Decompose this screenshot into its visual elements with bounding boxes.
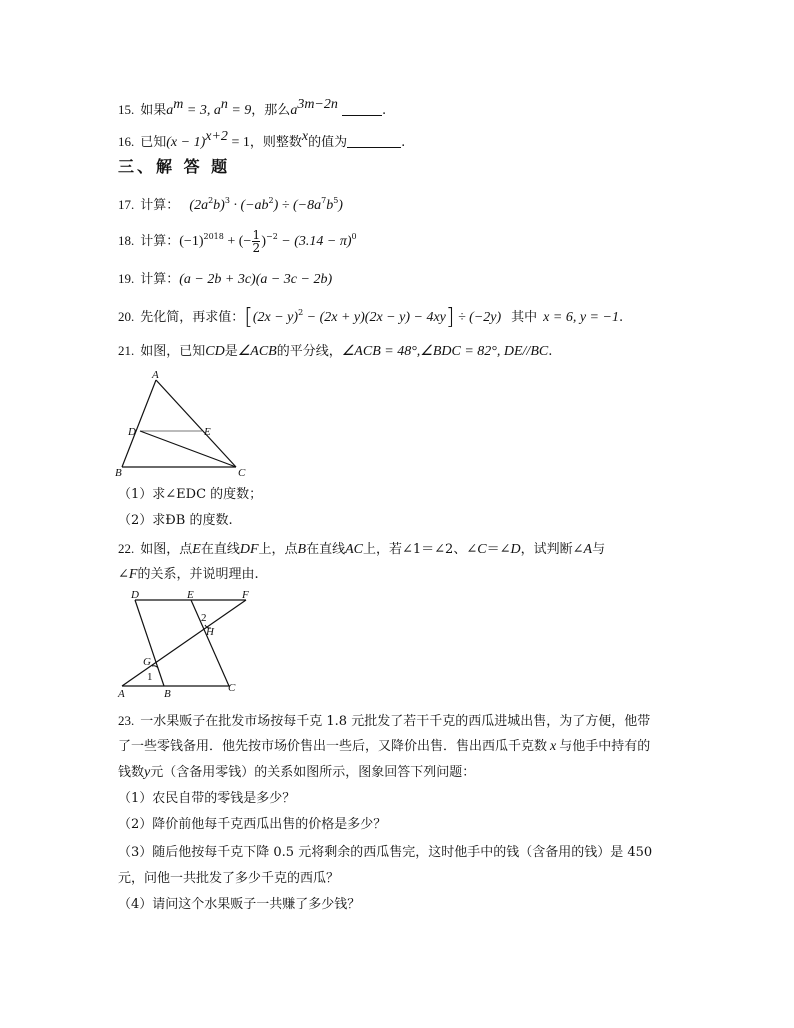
punctuation: .	[401, 135, 406, 150]
answer-blank[interactable]	[342, 103, 382, 116]
segment-label: CD	[205, 344, 225, 359]
var-x: x	[550, 739, 557, 754]
punctuation: .	[548, 344, 553, 359]
question-number: 17.	[118, 197, 135, 212]
figure-21-triangle	[112, 368, 262, 480]
section-heading: 三、解 答 题	[118, 157, 231, 176]
question-17	[118, 192, 343, 215]
question-number: 23.	[118, 713, 135, 728]
question-text: 的平分线，	[276, 344, 342, 359]
exponent: 7	[321, 196, 327, 205]
exponent: 5	[333, 196, 339, 205]
exponent: 3m−2n	[297, 97, 338, 112]
expression: )	[261, 234, 266, 249]
question-number: 18.	[118, 233, 135, 248]
question-text: 与他手中持有的	[559, 739, 651, 754]
angle-label: ∠ACB	[237, 344, 277, 359]
question-label: 计算：	[140, 234, 180, 249]
expression: (−1)	[179, 234, 204, 249]
exponent: 2	[298, 308, 304, 317]
fraction	[252, 229, 260, 254]
side-ab	[122, 380, 156, 467]
expression: (x − 1)	[166, 135, 206, 150]
vertex-a-label: A	[152, 369, 159, 381]
point-label: C	[477, 542, 487, 557]
var-a: a	[290, 103, 298, 118]
point-e-label: E	[187, 589, 194, 601]
point-b-label: B	[164, 688, 171, 700]
question-label: 计算：	[140, 198, 180, 213]
side-ac	[156, 380, 236, 467]
expression: · (−ab	[229, 198, 269, 213]
expression: b	[326, 198, 334, 213]
vertex-b-label: B	[115, 467, 122, 479]
exponent: n	[220, 97, 228, 112]
question-number: 19.	[118, 271, 135, 286]
question-text: ，试判断∠	[520, 542, 584, 557]
question-21	[118, 342, 552, 361]
question-text: 是	[224, 344, 238, 359]
question-21-part2: （2）求ÐB 的度数.	[118, 513, 233, 528]
point-label: A	[583, 542, 593, 557]
expression: b)	[213, 198, 225, 213]
equation: = 3, a	[183, 103, 221, 118]
expression: − (2x + y)(2x − y) − 4xy	[303, 310, 446, 325]
expression: ) ÷ (−8a	[273, 198, 322, 213]
expression: (a − 2b + 3c)(a − 3c − 2b)	[179, 272, 333, 287]
question-text: 与	[592, 542, 606, 557]
bracket-right: ]	[445, 305, 455, 330]
question-text: 在直线	[306, 542, 346, 557]
line-label: DF	[239, 542, 259, 557]
question-22	[118, 540, 605, 559]
vertex-e-label: E	[204, 426, 211, 438]
question-text: ，则整数	[249, 135, 302, 150]
question-text: 元（含备用零钱）的关系如图所示，图象回答下列问题：	[150, 765, 476, 780]
question-23-part1: （1）农民自带的零钱是多少？	[118, 791, 296, 806]
expression: (2x − y)	[252, 310, 299, 325]
given-values: x = 6, y = −1	[543, 310, 619, 325]
question-number: 21.	[118, 343, 135, 358]
question-23-part2: （2）降价前他每千克西瓜出售的价格是多少？	[118, 817, 387, 832]
equation: = 1	[227, 135, 250, 150]
vertex-d-label: D	[128, 426, 136, 438]
point-f-label: F	[242, 589, 249, 601]
question-text: 上，点	[258, 542, 298, 557]
question-16	[118, 128, 405, 152]
question-text: 了一些零钱备用．他先按市场价售出一些后，又降价出售．售出西瓜千克数	[118, 739, 548, 754]
expression: ÷ (−2y)	[454, 310, 502, 325]
exponent: m	[173, 97, 184, 112]
question-text: ＝∠	[486, 542, 511, 557]
point-a-label: A	[118, 688, 125, 700]
point-label: E	[192, 542, 201, 557]
question-18	[118, 228, 357, 254]
point-c-label: C	[228, 682, 236, 694]
point-label: B	[297, 542, 307, 557]
exponent: x+2	[205, 129, 228, 144]
expression: )	[338, 198, 343, 213]
question-22-line2	[118, 566, 259, 584]
question-text: 已知	[140, 135, 167, 150]
exponent: −2	[265, 232, 278, 241]
question-number: 20.	[118, 309, 135, 324]
question-number: 22.	[118, 541, 135, 556]
question-text: 如图，已知	[140, 344, 206, 359]
exponent: 3	[224, 196, 230, 205]
punctuation: .	[382, 103, 387, 118]
question-label: 先化简，再求值：	[140, 310, 245, 325]
bracket-left: [	[244, 305, 253, 330]
question-number: 15.	[118, 102, 135, 117]
var-y: y	[144, 765, 151, 780]
numerator: 1	[252, 228, 261, 242]
expression: + (−	[223, 234, 252, 249]
question-text: 如图，点	[140, 542, 193, 557]
question-text: 上，若∠1＝∠2、∠	[363, 542, 478, 557]
question-23-part3: （3）随后他按每千克下降 0.5 元将剩余的西瓜售完，这时他手中的钱（含备用的钱）是 450	[118, 845, 653, 860]
question-20	[118, 304, 624, 330]
question-23	[118, 712, 650, 731]
exponent: 0	[351, 232, 357, 241]
expression: − (3.14 − π)	[277, 234, 352, 249]
question-text: ，那么	[251, 103, 291, 118]
question-23-line3	[118, 764, 475, 782]
line-ec	[191, 600, 229, 686]
point-label: D	[510, 542, 521, 557]
figure-22-parallel-lines	[114, 588, 264, 700]
question-23-part4: （4）请问这个水果贩子一共赚了多少钱？	[118, 897, 361, 912]
question-text: 其中	[511, 310, 538, 325]
question-text: 一水果贩子在批发市场按每千克 1.8 元批发了若干千克的西瓜进城出售，为了方便，他带	[140, 714, 651, 729]
angle-2-label: 2	[201, 612, 207, 624]
point-d-label: D	[131, 589, 139, 601]
question-text: ∠	[118, 567, 129, 582]
line-af	[122, 600, 246, 686]
question-text: 在直线	[200, 542, 240, 557]
question-19	[118, 270, 332, 289]
exponent: 2	[208, 196, 214, 205]
expression: (2a	[189, 198, 209, 213]
segment-dc	[140, 431, 236, 467]
question-21-part1: （1）求∠EDC 的度数；	[118, 487, 263, 502]
denominator: 2	[252, 241, 261, 255]
question-number: 16.	[118, 134, 135, 149]
var-x: x	[301, 129, 309, 144]
equation: = 9	[227, 103, 252, 118]
question-15	[118, 96, 386, 120]
question-23-part3-cont: 元，问他一共批发了多少千克的西瓜？	[118, 871, 340, 886]
question-23-line2	[118, 738, 650, 756]
question-text: 钱数	[118, 765, 145, 780]
answer-blank[interactable]	[347, 135, 401, 148]
vertex-c-label: C	[238, 467, 246, 479]
var-a: a	[166, 103, 174, 118]
exponent: 2	[268, 196, 274, 205]
given-conditions: ∠ACB = 48°,∠BDC = 82°, DE//BC	[341, 344, 549, 359]
exponent: 2018	[203, 232, 224, 241]
angle-1-label: 1	[147, 671, 153, 683]
question-label: 计算：	[140, 272, 180, 287]
punctuation: .	[618, 310, 624, 325]
point-label: F	[128, 567, 138, 582]
point-g-label: G	[143, 656, 151, 668]
question-text: 的关系，并说明理由.	[137, 567, 259, 582]
line-label: AC	[345, 542, 363, 557]
question-text: 的值为	[308, 135, 348, 150]
point-h-label: H	[206, 626, 214, 638]
question-text: 如果	[140, 103, 167, 118]
